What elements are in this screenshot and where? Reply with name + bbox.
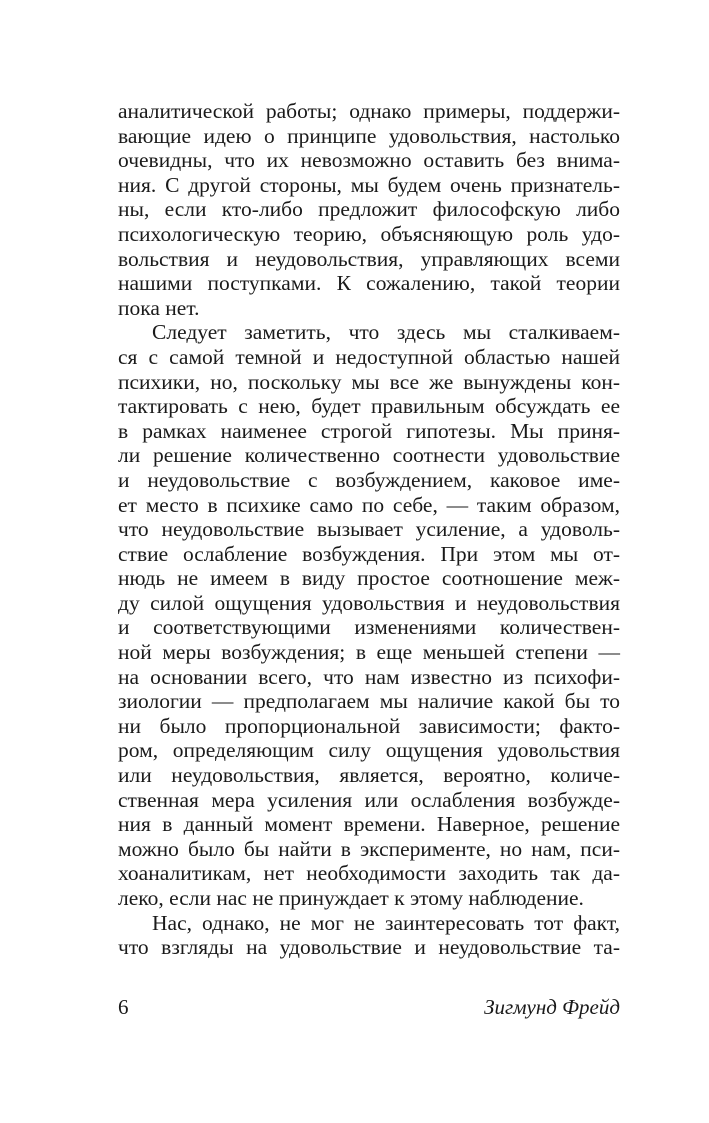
page-number: 6 (118, 995, 129, 1019)
text-line: ния. С другой стороны, мы будем очень признатель- (118, 172, 620, 197)
text-line: пока нет. (118, 295, 200, 320)
text-line: психики, но, поскольку мы все же вынуждены кон- (118, 369, 620, 394)
text-line: очевидны, что их невозможно оставить без внима- (118, 148, 620, 173)
text-line: что неудовольствие вызывает усиление, а удоволь- (118, 517, 620, 542)
running-title: Зигмунд Фрейд (484, 995, 620, 1019)
text-line: ду силой ощущения удовольствия и неудовольствия (118, 590, 620, 615)
text-line: ет место в психике само по себе, — таким образом, (118, 492, 620, 517)
text-line: ния в данный момент времени. Наверное, решение (118, 812, 620, 837)
text-line: ны, если кто-либо предложит философскую либо (118, 197, 620, 222)
text-line: Нас, однако, не мог не заинтересовать тот факт, (152, 910, 620, 935)
text-line: и неудовольствие с возбуждением, каковое име- (118, 467, 620, 492)
paragraph-2 (118, 320, 620, 910)
paragraph-1 (118, 99, 620, 320)
text-line: что взгляды на удовольствие и неудовольствие та- (118, 935, 620, 960)
text-line: нашими поступками. К сожалению, такой теории (118, 271, 620, 296)
text-line: вольствия и неудовольствия, управляющих всеми (118, 246, 620, 271)
text-line: ни было пропорциональной зависимости; факто- (118, 713, 620, 738)
text-line: Следует заметить, что здесь мы сталкиваем- (152, 320, 620, 345)
text-line: психологическую теорию, объясняющую роль удо- (118, 221, 620, 246)
page-footer (118, 994, 620, 1020)
text-line: ной меры возбуждения; в еще меньшей степени — (118, 640, 620, 665)
text-line: леко, если нас не принуждает к этому наблюдение. (118, 886, 584, 910)
text-line: или неудовольствия, является, вероятно, количе- (118, 763, 620, 788)
text-line: нюдь не имеем в виду простое соотношение меж- (118, 566, 620, 591)
text-line: ром, определяющим силу ощущения удовольствия (118, 738, 620, 763)
text-line: и соответствующими изменениями количествен- (118, 615, 620, 640)
text-line: вающие идею о принципе удовольствия, настолько (118, 123, 620, 148)
text-line: аналитической работы; однако примеры, поддержи- (118, 99, 620, 123)
page-body (118, 99, 620, 960)
text-line: тактировать с нею, будет правильным обсуждать ее (118, 394, 620, 419)
text-line: ся с самой темной и недоступной областью нашей (118, 344, 620, 369)
paragraph-3 (118, 911, 620, 960)
text-line: зиологии — предполагаем мы наличие какой бы то (118, 689, 620, 714)
text-line: можно было бы найти в эксперименте, но нам, пси- (118, 836, 620, 861)
text-line: ли решение количественно соотнести удовольствие (118, 443, 620, 468)
text-line: в рамках наименее строгой гипотезы. Мы приня- (118, 418, 620, 443)
text-line: ственная мера усиления или ослабления возбужде- (118, 787, 620, 812)
text-line: хоаналитикам, нет необходимости заходить так да- (118, 861, 620, 886)
text-line: ствие ослабление возбуждения. При этом мы от- (118, 541, 620, 566)
text-line: на основании всего, что нам известно из психофи- (118, 664, 620, 689)
